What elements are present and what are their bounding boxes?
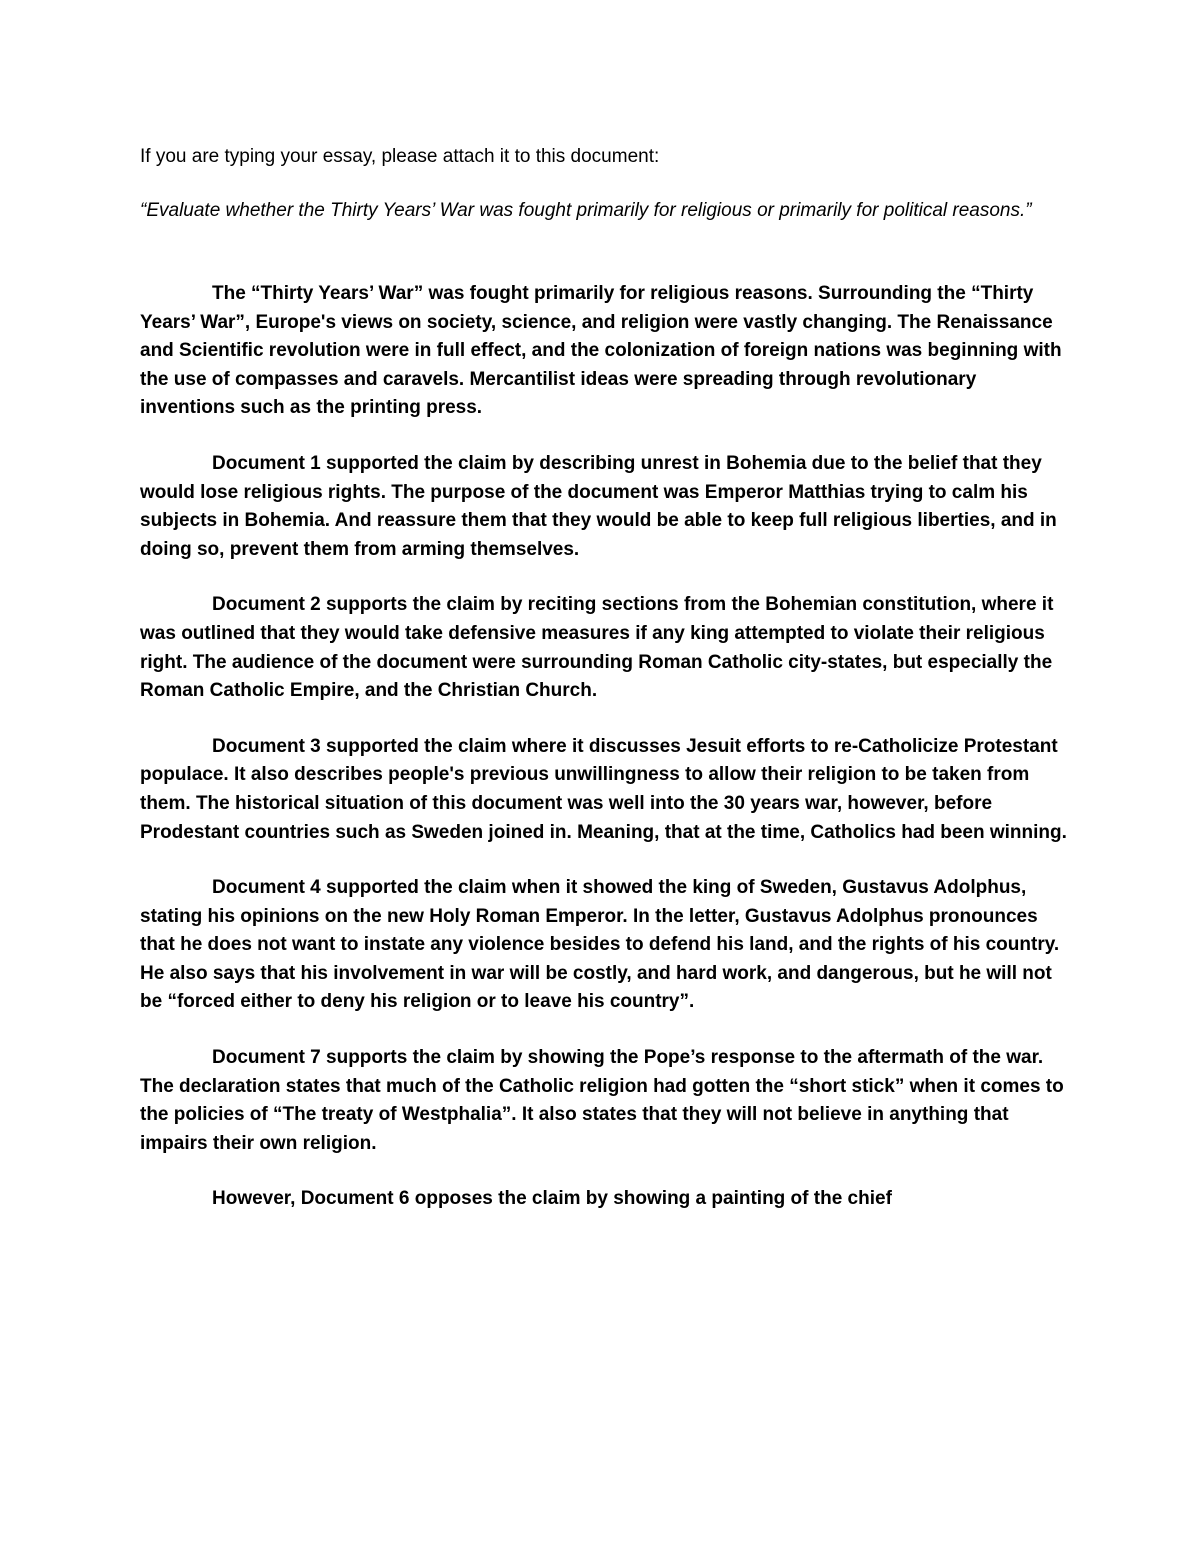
essay-prompt: “Evaluate whether the Thirty Years’ War was fought primarily for religious or primarily for political reasons.”: [140, 200, 1032, 221]
essay-paragraph-intro: The “Thirty Years’ War” was fought primarily for religious reasons. Surrounding the “Thirty Years’ War”, Europe's views on society, science, and religion were vastly changing. The Renaissance and Scientific revolution were in full effect, and the colonization of foreign nations was beginning with the use of compasses and caravels. Mercantilist ideas were spreading through revolutionary inventions such as the printing press.: [140, 283, 1062, 419]
essay-paragraph-document-2: Document 2 supports the claim by reciting sections from the Bohemian constitution, where it was outlined that they would take defensive measures if any king attempted to violate their religious right. The audience of the document were surrounding Roman Catholic city-states, but especially the Roman Catholic Empire, and the Christian Church.: [140, 594, 1054, 702]
essay-text: [140, 280, 1070, 1214]
essay-paragraph-document-3: Document 3 supported the claim where it discusses Jesuit efforts to re-Catholicize Protestant populace. It also describes people's previous unwillingness to allow their religion to be taken from them. The historical situation of this document was well into the 30 years war, however, before Prodestant countries such as Sweden joined in. Meaning, that at the time, Catholics had been winning.: [140, 735, 1067, 843]
essay-paragraph-document-4: Document 4 supported the claim when it showed the king of Sweden, Gustavus Adolphus, stating his opinions on the new Holy Roman Emperor. In the letter, Gustavus Adolphus pronounces that he does not want to instate any violence besides to defend his land, and the rights of his country. He also says that his involvement in war will be costly, and hard work, and dangerous, but he will not be “forced either to deny his religion or to leave his country”.: [140, 877, 1060, 1013]
document-body: [140, 142, 1070, 1241]
essay-paragraph-document-6: However, Document 6 opposes the claim by showing a painting of the chief: [212, 1188, 892, 1210]
essay-paragraph-document-7: Document 7 supports the claim by showing the Pope’s response to the aftermath of the war. The declaration states that much of the Catholic religion had gotten the “short stick” when it comes to the policies of “The treaty of Westphalia”. It also states that they will not believe in anything that impairs their own religion.: [140, 1047, 1064, 1154]
attach-instruction: If you are typing your essay, please attach it to this document:: [140, 146, 660, 167]
essay-paragraph-document-1: Document 1 supported the claim by describing unrest in Bohemia due to the belief that they would lose religious rights. The purpose of the document was Emperor Matthias trying to calm his subjects in Bohemia. And reassure them that they would be able to keep full religious liberties, and in doing so, prevent them from arming themselves.: [140, 452, 1057, 560]
